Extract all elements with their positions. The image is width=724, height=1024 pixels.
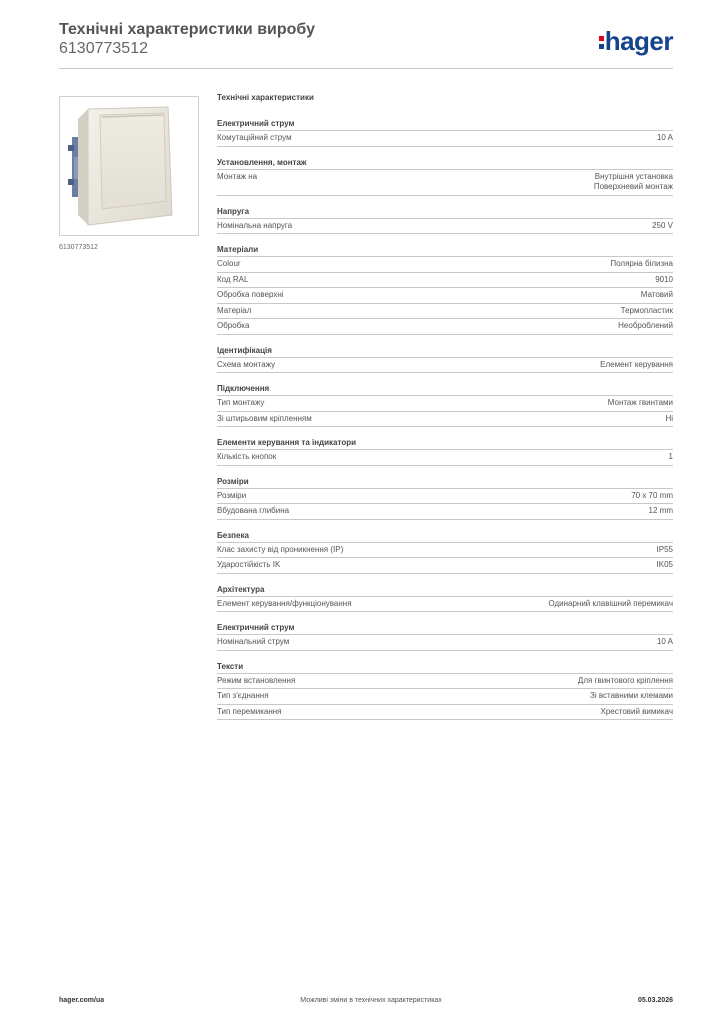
image-caption: 6130773512 — [59, 244, 98, 251]
spec-label: Код RAL — [217, 274, 249, 284]
spec-label: Монтаж на — [217, 171, 258, 181]
footer-website-link[interactable]: hager.com/ua — [59, 997, 105, 1004]
spec-row — [217, 597, 673, 613]
spec-row — [217, 273, 673, 289]
spec-row — [217, 705, 673, 721]
spec-label: Комутаційний струм — [217, 133, 292, 142]
spec-row — [217, 219, 673, 235]
spec-group-title: Архітектура — [217, 584, 673, 597]
spec-row — [217, 450, 673, 466]
spec-value: Елемент керування — [600, 359, 673, 369]
spec-value: Внутрішня установка Поверхневий монтаж — [593, 171, 673, 191]
spec-group-title: Установлення, монтаж — [217, 157, 673, 170]
spec-group — [217, 661, 673, 721]
spec-label: Клас захисту від проникнення (IP) — [217, 544, 344, 554]
spec-row — [217, 674, 673, 690]
spec-row — [217, 170, 673, 196]
spec-row — [217, 358, 673, 374]
spec-label: Кількість кнопок — [217, 452, 277, 461]
spec-value: Для гвинтового кріплення — [577, 675, 673, 685]
spec-value: IK05 — [656, 560, 673, 569]
spec-value: Матовий — [640, 290, 673, 299]
spec-group — [217, 584, 673, 613]
spec-row — [217, 558, 673, 574]
spec-group-title: Електричний струм — [217, 118, 673, 131]
spec-label: Тип з'єднання — [217, 691, 269, 700]
spec-row — [217, 412, 673, 428]
spec-group-title: Ідентифікація — [217, 345, 673, 358]
page-header — [59, 20, 673, 58]
spec-row — [217, 635, 673, 651]
spec-value: Хрестовий вимикач — [600, 706, 673, 716]
spec-label: Матеріал — [217, 305, 252, 315]
spec-value: 1 — [668, 452, 673, 461]
spec-label: Зі штирьовим кріпленням — [217, 413, 312, 423]
spec-label: Розміри — [217, 490, 247, 500]
spec-label: Обробка — [217, 321, 250, 330]
flush-switch-product-photo-icon — [60, 97, 198, 235]
spec-value: 12 mm — [648, 506, 673, 515]
spec-group — [217, 622, 673, 651]
spec-group — [217, 476, 673, 520]
spec-group-title: Елементи керування та індикатори — [217, 437, 673, 450]
footer-notice: Можливі зміни в технічних характеристиках — [300, 997, 442, 1004]
spec-label: Схема монтажу — [217, 359, 276, 369]
spec-group — [217, 118, 673, 147]
spec-group — [217, 206, 673, 235]
spec-value: 9010 — [655, 274, 673, 284]
spec-row — [217, 304, 673, 320]
spec-label: Номінальна напруга — [217, 220, 293, 230]
spec-group-title: Напруга — [217, 206, 673, 219]
spec-group — [217, 345, 673, 374]
spec-value: Полярна білизна — [610, 259, 673, 268]
spec-value: 10 A — [656, 133, 673, 142]
spec-value: 70 x 70 mm — [631, 490, 673, 500]
logo-text: hager — [604, 26, 673, 56]
spec-table — [217, 92, 673, 730]
spec-group-title: Підключення — [217, 383, 673, 396]
spec-group — [217, 530, 673, 574]
spec-group-title: Тексти — [217, 661, 673, 674]
spec-label: Номінальний струм — [217, 637, 290, 646]
spec-group — [217, 437, 673, 466]
spec-label: Елемент керування/функціонування — [217, 598, 352, 608]
spec-label: Ударостійкість IK — [217, 560, 281, 569]
spec-value: Монтаж гвинтами — [607, 398, 673, 407]
spec-row — [217, 543, 673, 559]
spec-group-title: Електричний струм — [217, 622, 673, 635]
footer-date: 05.03.2026 — [637, 997, 673, 1004]
spec-group — [217, 383, 673, 427]
spec-group-title: Розміри — [217, 476, 673, 489]
spec-value: 10 A — [656, 637, 673, 646]
spec-row — [217, 689, 673, 705]
product-image — [59, 96, 199, 236]
spec-row — [217, 288, 673, 304]
spec-value: Необроблений — [618, 321, 673, 330]
header-divider — [59, 68, 673, 69]
spec-row — [217, 131, 673, 147]
spec-row — [217, 489, 673, 505]
spec-row — [217, 504, 673, 520]
spec-label: Обробка поверхні — [217, 290, 284, 299]
spec-value: IP55 — [656, 544, 673, 554]
spec-group — [217, 244, 673, 335]
product-number: 6130773512 — [59, 40, 148, 57]
logo-mark-icon — [599, 36, 604, 49]
spec-label: Режим встановлення — [217, 675, 296, 685]
spec-label: Тип перемикання — [217, 706, 282, 716]
spec-label: Colour — [217, 259, 241, 268]
spec-value: Термопластик — [620, 305, 673, 315]
spec-row — [217, 319, 673, 335]
specs-heading: Технічні характеристики — [217, 93, 314, 102]
spec-value: Одинарний клавішний перемикач — [548, 598, 673, 608]
spec-value: Зі вставними клемами — [590, 691, 673, 700]
hager-logo — [599, 28, 673, 54]
spec-group-title: Матеріали — [217, 244, 673, 257]
spec-label: Вбудована глибина — [217, 506, 290, 515]
page-title: Технічні характеристики виробу — [59, 21, 315, 38]
spec-row — [217, 257, 673, 273]
spec-group-title: Безпека — [217, 530, 673, 543]
spec-group — [217, 157, 673, 196]
spec-row — [217, 396, 673, 412]
spec-label: Тип монтажу — [217, 398, 265, 407]
spec-value: Ні — [665, 413, 673, 423]
spec-value: 250 V — [652, 220, 673, 230]
page-footer — [59, 997, 673, 1004]
